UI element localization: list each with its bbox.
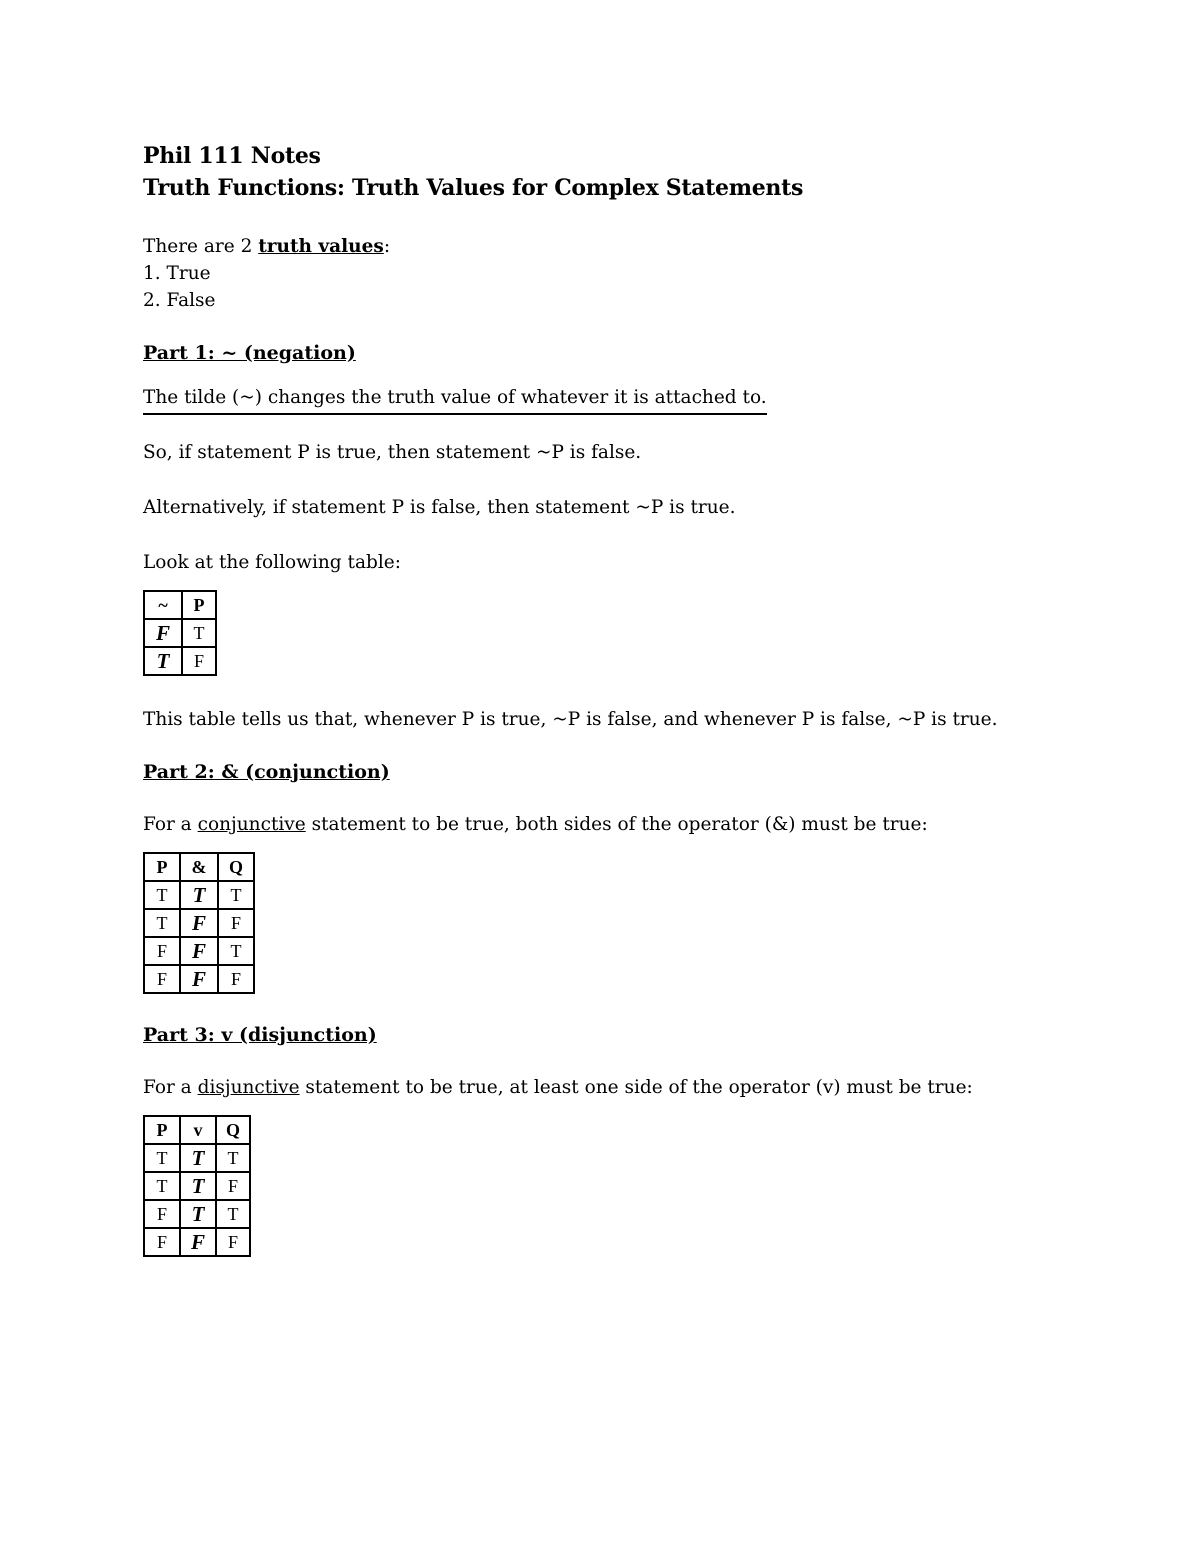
table-cell: T [144, 909, 180, 937]
table-header-cell: & [180, 853, 218, 881]
table-intro: Look at the following table: [143, 552, 401, 573]
table-header-cell: Q [216, 1116, 250, 1144]
table-cell: F [180, 1228, 216, 1256]
table-cell: T [216, 1200, 250, 1228]
table-row [144, 909, 254, 937]
section-heading-negation: Part 1: ~ (negation) [143, 342, 356, 364]
table-cell: F [144, 1228, 180, 1256]
table-cell: F [218, 965, 254, 993]
negation-truth-table [143, 590, 217, 676]
table-cell: T [180, 1172, 216, 1200]
table-row [144, 1144, 250, 1172]
table-cell: T [180, 881, 218, 909]
table-cell: F [218, 909, 254, 937]
document-title-course: Phil 111 Notes [143, 143, 321, 169]
section-heading-disjunction: Part 3: v (disjunction) [143, 1024, 377, 1046]
table-cell: T [180, 1200, 216, 1228]
negation-rule: The tilde (~) changes the truth value of whatever it is attached to. [143, 384, 1103, 415]
term-truth-values: truth values [258, 236, 384, 257]
intro-line: There are 2 truth values: [143, 236, 391, 257]
table-header-row [144, 591, 216, 619]
table-header-row [144, 853, 254, 881]
table-cell: T [216, 1144, 250, 1172]
table-cell: F [144, 1200, 180, 1228]
table-header-cell: v [180, 1116, 216, 1144]
conjunction-rule: For a conjunctive statement to be true, both sides of the operator (&) must be true: [143, 814, 928, 835]
table-row [144, 1228, 250, 1256]
table-cell: F [144, 965, 180, 993]
table-header-cell: ~ [144, 591, 182, 619]
section-heading-conjunction: Part 2: & (conjunction) [143, 761, 390, 783]
conjunction-truth-table [143, 852, 255, 994]
negation-example-false: Alternatively, if statement P is false, then statement ~P is true. [143, 497, 736, 518]
table-cell: T [144, 1172, 180, 1200]
table-row [144, 1172, 250, 1200]
table-cell: F [180, 965, 218, 993]
table-cell: F [180, 937, 218, 965]
table-row [144, 937, 254, 965]
table-cell: F [216, 1172, 250, 1200]
table-cell: T [218, 881, 254, 909]
table-cell: F [144, 937, 180, 965]
document-title-topic: Truth Functions: Truth Values for Complex Statements [143, 175, 804, 201]
table-header-cell: P [144, 1116, 180, 1144]
negation-example-true: So, if statement P is true, then statement ~P is false. [143, 442, 642, 463]
table-cell: F [182, 647, 216, 675]
table-row [144, 965, 254, 993]
document-page [143, 140, 1103, 1257]
table-row [144, 647, 216, 675]
table-header-cell: P [144, 853, 180, 881]
list-item-true: 1. True [143, 263, 211, 284]
table-cell: F [144, 619, 182, 647]
term-disjunctive: disjunctive [197, 1077, 300, 1098]
disjunction-rule: For a disjunctive statement to be true, at least one side of the operator (v) must be true: [143, 1077, 973, 1098]
table-header-cell: Q [218, 853, 254, 881]
table-header-row [144, 1116, 250, 1144]
table-cell: F [180, 909, 218, 937]
table-cell: T [218, 937, 254, 965]
table-cell: F [216, 1228, 250, 1256]
list-item-false: 2. False [143, 290, 216, 311]
disjunction-truth-table [143, 1115, 251, 1257]
table-cell: T [180, 1144, 216, 1172]
term-conjunctive: conjunctive [197, 814, 306, 835]
table-cell: T [182, 619, 216, 647]
negation-summary: This table tells us that, whenever P is true, ~P is false, and whenever P is false, ~P is true. [143, 709, 998, 730]
table-row [144, 881, 254, 909]
table-header-cell: P [182, 591, 216, 619]
table-row [144, 619, 216, 647]
table-row [144, 1200, 250, 1228]
table-cell: T [144, 647, 182, 675]
table-cell: T [144, 881, 180, 909]
table-cell: T [144, 1144, 180, 1172]
